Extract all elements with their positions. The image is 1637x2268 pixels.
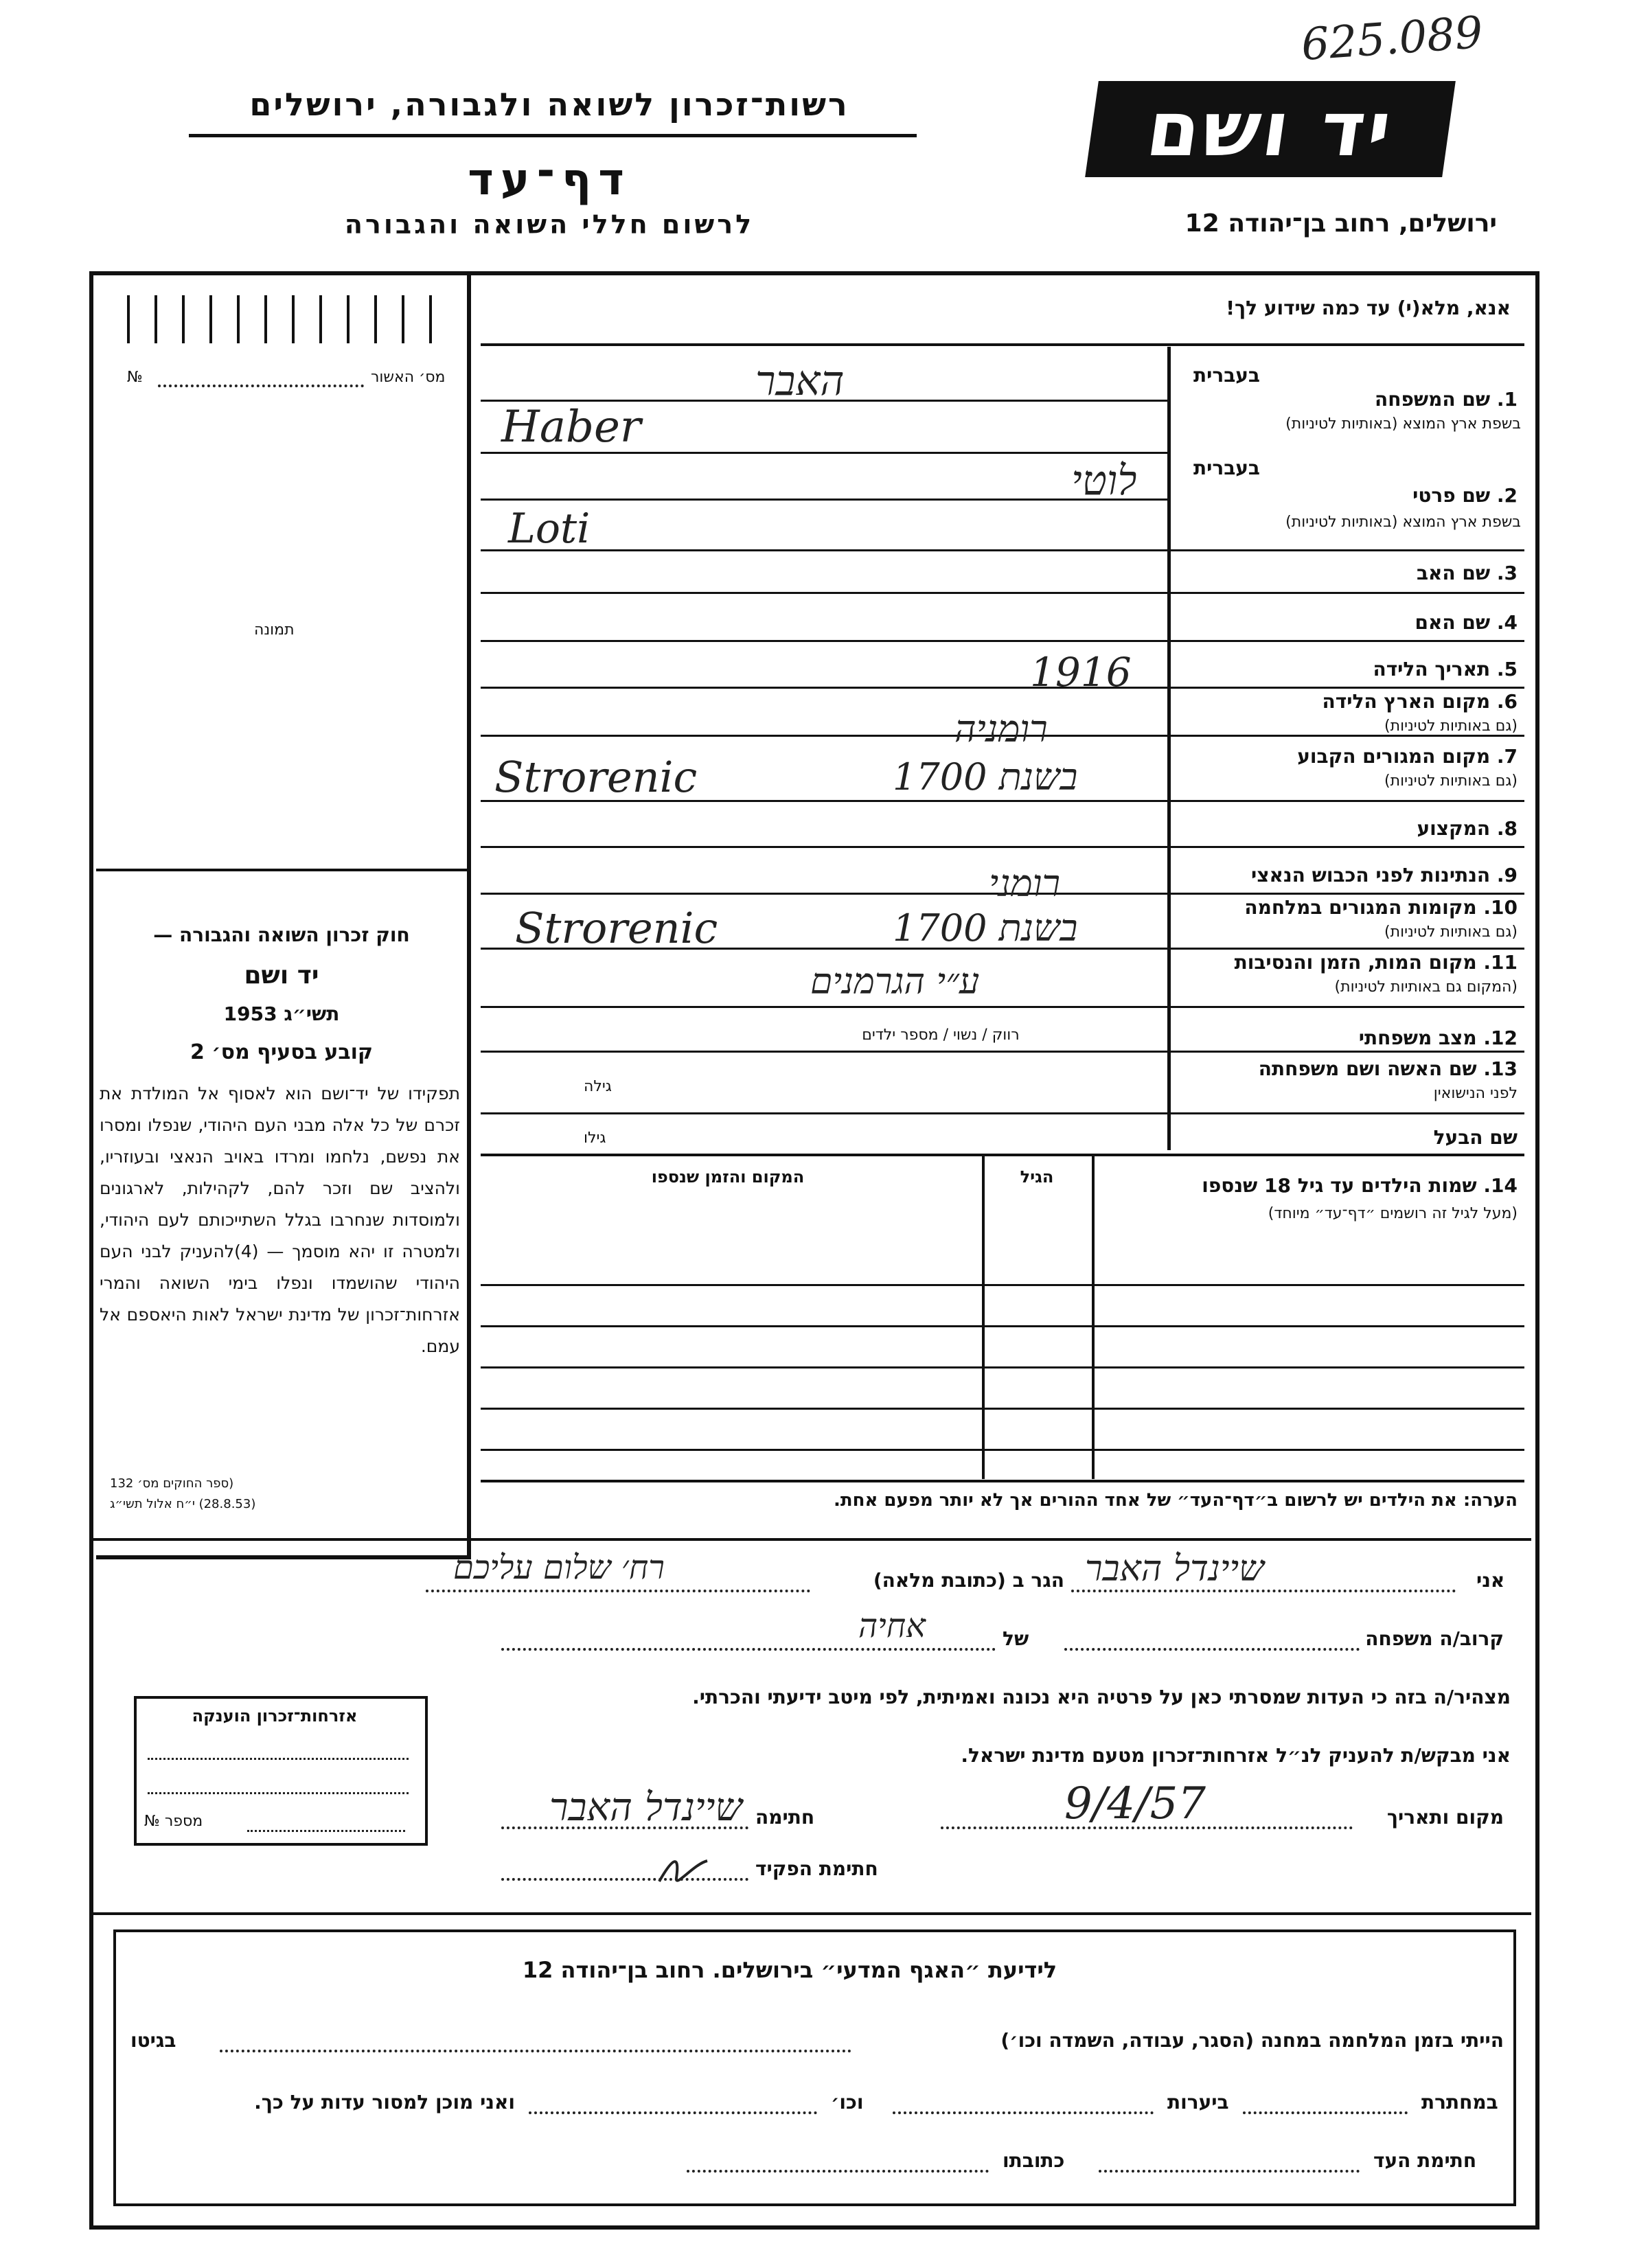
document-subtitle: לרשום חללי השואה והגבורה [344,209,755,240]
field-nationality: 9. הנתינות לפני הכבוש הנאצי [1251,864,1518,886]
law-name: יד ושם [244,961,319,989]
place-date-label: מקום ותאריך [1386,1806,1504,1829]
declarant-name-value: שיינדל האבר [1085,1548,1264,1590]
firstname-hebrew-value: לוטי [1071,457,1137,505]
bottom-title: לידיעת ״האגף המדעי״ בירושלים. רחוב בן־יהודה 12 [522,1957,1057,1983]
bottom-line-1: הייתי בזמן המלחמה במחנה (הסגר, עבודה, השמדה וכו׳) [1000,2029,1504,2052]
marital-options: רווק / נשוי / מספר ילדים [862,1027,1020,1044]
field-surname: 1. שם המשפחה [1375,388,1518,411]
wartime-latin-value: Strorenic [515,903,718,953]
field-children: 14. שמות הילדים עד גיל 18 שנספו [1202,1174,1518,1197]
hebrew-label-1: בעברית [1193,364,1260,387]
corner-number: 625.089 [1299,7,1485,71]
bottom-willing: ואני מוכן למסור עדות על כך. [254,2091,515,2114]
law-year: תשי״ג 1953 [223,1003,340,1025]
approval-label: מס׳ האשור [371,369,446,386]
field-residence-note: (גם באותיות לטיניות) [1384,772,1518,790]
field-firstname-note: בשפת ארץ המוצא (באותיות לטיניות) [1285,514,1521,531]
approval-no-prefix: № [127,369,143,386]
declarant-address-value: רח׳ שלום עליכם [453,1548,665,1587]
bottom-underground: במחתרת [1421,2091,1498,2114]
field-wartime-note: (גם באותיות לטיניות) [1384,924,1518,941]
wife-age-label: גילה [584,1078,612,1095]
firstname-latin-value: Loti [508,505,591,553]
death-value: ע״י הגרמנים [810,961,980,1003]
relative-label: קרוב/ה משפחה [1365,1627,1504,1650]
law-ref-2: (28.8.53) י״ח אלול תשי״ג [110,1497,256,1511]
field-wartime: 10. מקומות המגורים במלחמה [1244,896,1518,919]
field-surname-note: בשפת ארץ המוצא (באותיות לטיניות) [1285,415,1521,433]
husband-age-label: גילו [584,1130,606,1147]
relation-value: אחיה [858,1607,926,1645]
field-death: 11. מקום המות, הזמן והנסיבות [1234,951,1518,974]
field-marital: 12. מצב משפחתי [1358,1027,1518,1049]
field-firstname: 2. שם פרטי [1412,484,1518,507]
birthplace-value: רומניה [954,707,1048,751]
law-clause: קובע בסעיף מס׳ 2 [190,1040,374,1064]
surname-latin-value: Haber [501,402,641,453]
col-age-header: הגיל [1020,1167,1054,1187]
nationality-value: רומני [989,862,1061,905]
field-residence: 7. מקום המגורים הקבוע [1297,745,1518,768]
field-children-note: (מעל לגיל זה רושמים ״דף־עד״ מיוחד) [1268,1205,1518,1222]
law-ref-1: (ספר החוקים מס׳ 132 [110,1476,234,1491]
official-signature-label: חתימת הפקיד [755,1857,878,1880]
official-signature-scribble [652,1851,721,1892]
place-date-value: 9/4/57 [1064,1778,1206,1829]
field-husband: שם הבעל [1433,1126,1518,1149]
field-death-note: (המקום גם באותיות לטיניות) [1334,978,1518,996]
form-intro: אנא, מלא(י) עד כמה שידוע לך! [1226,297,1511,319]
declaration-i: אני [1476,1569,1505,1592]
field-profession: 8. המקצוע [1417,817,1518,840]
document-title: דף־עד [468,154,631,205]
signature-label: חתימה [755,1806,815,1829]
of-label: של [1003,1627,1029,1650]
field-birthplace: 6. מקום הארץ הלידה [1322,690,1518,713]
bottom-etc: וכו׳ [831,2091,864,2114]
field-birthplace-note: (גם באותיות לטיניות) [1384,718,1518,735]
law-title: חוק זכרון השואה והגבורה — [153,924,410,946]
resident-of-label: הגר ב (כתובת מלאה) [873,1569,1064,1592]
law-text: תפקידו של יד־ושם הוא לאסוף אל המולדת את זכרם של כל אלה מבני העם היהודי, שנפלו ומסרו את נפשם, נלחמו ומרדו באויב הנאצי ובעוזריו, ולהציב שם וזכר להם, לקהילות, לארגונים ולמוסדות שנחרבו בגלל השתייכותם לעם היהודי, ולמטרה זו יהא מוסמך — (4)להעניק לבני העם היהודי שהושמדו ונפלו בימי השואה והמרי אזרחות־זכרון של מדינת ישראל לאות היאספם אל עמם. [100,1084,460,1356]
children-note: הערה: את הילדים יש לרשום ב״דף־העד״ של אחד ההורים אך לא יותר מפעם אחת. [833,1490,1518,1511]
bottom-address: כתובתו [1003,2149,1065,2172]
surname-hebrew-value: האבר [755,357,845,405]
bottom-forests: ביערות [1167,2091,1229,2114]
field-wife: 13. שם האשה ושם משפחתה [1258,1057,1518,1080]
wartime-year-value: בשנת 1700 [893,906,1078,950]
field-birthdate: 5. תאריך הלידה [1373,658,1518,680]
birth-year-value: 1916 [1030,649,1132,696]
barcode-ticks [127,295,463,350]
residence-latin-value: Strorenic [494,752,698,802]
citizenship-number-label: מספר № [144,1813,203,1830]
field-father: 3. שם האב [1416,562,1518,584]
bottom-ghetto: בגיטו [130,2029,176,2052]
hebrew-label-2: בעברית [1193,457,1260,479]
statement-2: אני מבקש/ת להעניק לנ״ל אזרחות־זכרון מטעם מדינת ישראל. [961,1744,1511,1767]
statement-1: מצהיר/ה בזה כי העדות שמסרתי כאן על פרטיה היא נכונה ואמיתית, לפי מיטב ידיעתי והכרתי. [692,1686,1511,1708]
photo-label: תמונה [254,621,295,639]
field-wife-note: לפני הנישואין [1433,1085,1518,1102]
col-place-header: המקום והזמן שנספו [651,1167,805,1187]
bottom-witness-signature: חתימת העד [1373,2149,1477,2172]
authority-title: רשות־זכרון לשואה ולגבורה, ירושלים [249,86,849,123]
yad-vashem-logo: יד ושם [1085,81,1456,177]
signature-value: שיינדל האבר [549,1785,743,1830]
header-address: ירושלים, רחוב בן־יהודה 12 [1184,209,1497,238]
residence-year-value: בשנת 1700 [893,755,1078,799]
citizenship-box-title: אזרחות־זכרון הוענקה [192,1706,358,1726]
field-mother: 4. שם האם [1415,611,1518,634]
